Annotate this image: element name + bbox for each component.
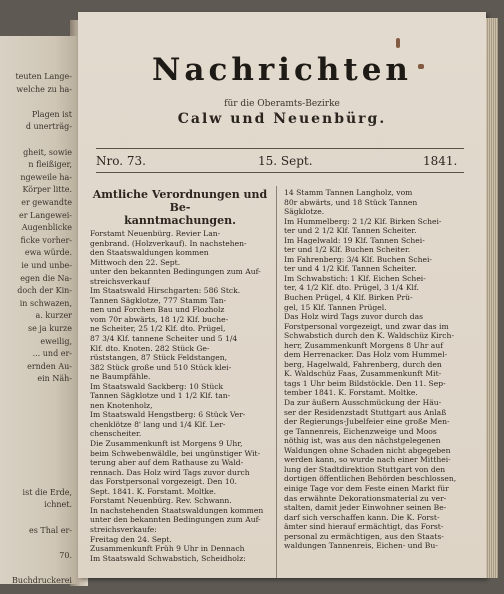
text-line: Im Schwabstich: 1 Klf. Eichen Schei- bbox=[284, 273, 426, 283]
text-line: chenklötze 8' lang und 1/4 Klf. Ler- bbox=[90, 419, 226, 429]
text-line: ne Scheiter, 25 1/2 Klf. dto. Prügel, bbox=[90, 324, 226, 334]
left-page-line: egen die Na- bbox=[20, 273, 72, 283]
text-line: Sept. 1841. K. Forstamt. Moltke. bbox=[90, 486, 217, 496]
text-line: dem Herrenacker. Das Holz vom Hummel- bbox=[284, 350, 448, 360]
left-page-line: er Langewei- bbox=[18, 210, 72, 220]
text-line: Mittwoch den 22. Sept. bbox=[90, 257, 181, 267]
page-title: Nachrichten bbox=[152, 52, 412, 88]
text-line: darf sich verschaffen kann. Die K. Forst- bbox=[284, 512, 440, 522]
text-line: ämter sind hierauf ermächtigt, das Forst- bbox=[284, 522, 444, 532]
left-page-line: ein Näh- bbox=[37, 374, 72, 384]
left-page-line: d unerträg- bbox=[25, 122, 72, 132]
text-line: personal zu ermächtigen, aus den Staats- bbox=[284, 531, 444, 541]
text-line: nen und Forchen Bau und Flozholz bbox=[90, 305, 225, 315]
text-line: einige Tage vor dem Feste einen Markt für bbox=[284, 483, 449, 493]
text-line: ter und 4 1/2 Klf. Tannen Scheiter. bbox=[284, 264, 417, 274]
left-page-line: Augenblicke bbox=[21, 223, 72, 233]
left-page-line: n fleißiger, bbox=[28, 160, 72, 170]
left-page-line: eweilig, bbox=[40, 336, 72, 346]
text-line: beim Schwebenwäldle, bei ungünstiger Wit- bbox=[90, 448, 261, 458]
left-page-line: a. kurzer bbox=[35, 311, 72, 321]
left-page-line: ficke vorher- bbox=[20, 235, 72, 245]
text-line: ter, 4 1/2 Klf. dto. Prügel, 3 1/4 Klf. bbox=[284, 283, 419, 293]
text-line: ne Baumpfähle. bbox=[90, 372, 151, 382]
text-line: Im Staatswald Schwabstich, Scheidholz: bbox=[90, 553, 246, 563]
text-line: Klf. dto. Knoten. 282 Stück Ge- bbox=[90, 343, 210, 353]
text-line: ge Tannenreis, Eichenzweige und Moos bbox=[284, 426, 437, 436]
left-page-line: se ja kurze bbox=[28, 324, 72, 333]
left-page-line: Plagen ist bbox=[31, 109, 72, 119]
left-page-line: gheit, sowie bbox=[23, 147, 72, 157]
text-line: Da zur äußern Ausschmückung der Häu- bbox=[284, 398, 442, 408]
text-line: Tannen Sägklotze, 777 Stamm Tan- bbox=[90, 295, 227, 305]
text-line: Im Hagelwald: 19 Klf. Tannen Schei- bbox=[284, 235, 425, 245]
left-page-line: welche zu ha- bbox=[16, 84, 72, 94]
text-line: stalten, damit jeder Einwohner seinen Be- bbox=[284, 503, 447, 513]
text-line: Im Staatswald Hengstberg: 6 Stück Ver- bbox=[90, 410, 246, 420]
text-line: tags 1 Uhr beim Bildstöckle. Den 11. Sep- bbox=[284, 378, 446, 388]
ink-stain bbox=[418, 64, 424, 69]
district-names: Calw und Neuenbürg. bbox=[177, 111, 387, 127]
text-line: rennach. Das Holz wird Tags zuvor durch bbox=[90, 467, 250, 477]
text-line: das Forstpersonal vorgezeigt. Den 10. bbox=[90, 477, 237, 487]
left-page-line: ngeweile ha- bbox=[20, 172, 72, 182]
text-line: Zusammenkunft Früh 9 Uhr in Dennach bbox=[90, 544, 245, 554]
left-page-line: ichnet. bbox=[44, 500, 72, 510]
left-page-line: ie und unbe- bbox=[21, 261, 72, 270]
text-line: Tannen Sägklotze und 1 1/2 Klf. tan- bbox=[90, 391, 231, 401]
text-line: ter und 2 1/2 Klf. Tannen Scheiter. bbox=[284, 226, 417, 236]
section-heading-line: kanntmachungen. bbox=[124, 214, 236, 227]
text-line: Freitag den 24. Sept. bbox=[90, 534, 172, 544]
text-line: chenscheiter. bbox=[90, 429, 142, 439]
text-line: Sägklotze. bbox=[284, 207, 325, 217]
left-page-line: es Thal er- bbox=[28, 525, 72, 535]
issue-year: 1841. bbox=[423, 154, 458, 168]
text-line: nen Knotenholz, bbox=[90, 400, 153, 410]
text-line: unter den bekannten Bedingungen zum Auf- bbox=[90, 515, 261, 525]
text-line: rüststangen, 87 Stück Feldstangen, bbox=[90, 353, 228, 363]
text-line: den Staatswaldungen kommen bbox=[90, 248, 209, 258]
left-column bbox=[90, 188, 270, 563]
text-line: unter den bekannten Bedingungen zum Auf- bbox=[90, 267, 261, 277]
text-line: ser der Residenzstadt Stuttgart aus Anlaß bbox=[284, 407, 447, 417]
left-page-line: ernden Au- bbox=[27, 361, 72, 371]
text-line: terung aber auf dem Rathause zu Wald- bbox=[90, 458, 244, 468]
text-line: K. Waldschüz Faas, Zusammenkunft Mit- bbox=[284, 369, 442, 379]
text-line: Das Holz wird Tags zuvor durch das bbox=[284, 312, 423, 322]
text-line: Waldungen ohne Schaden nicht abgegeben bbox=[284, 445, 451, 455]
left-page-fragment bbox=[0, 36, 78, 584]
ink-stain bbox=[396, 38, 400, 48]
text-line: berg, Hagelwald, Fahrenberg, durch den bbox=[284, 359, 442, 369]
text-line: das erwähnte Dekorationsmaterial zu ver- bbox=[284, 493, 447, 503]
text-line: In nachstehenden Staatswaldungen kommen bbox=[90, 505, 264, 515]
page-edges bbox=[486, 18, 498, 578]
text-line: Im Staatswald Hirschgarten: 586 Stck. bbox=[90, 286, 241, 296]
section-heading-line: Amtliche Verordnungen und Be- bbox=[92, 188, 268, 214]
text-line: Schwabstich durch den K. Waldschüz Kirch- bbox=[284, 331, 455, 341]
column-divider bbox=[276, 186, 277, 578]
left-page-line: ewa würde. bbox=[24, 248, 72, 258]
text-line: lung der Stadtdirektion Stuttgart von den bbox=[284, 464, 446, 474]
text-line: nöthig ist, was aus den nächstgelegenen bbox=[284, 436, 441, 446]
text-line: dortigen öffentlichen Behörden beschlossen, bbox=[284, 474, 457, 484]
left-page-line: Körper litte. bbox=[22, 185, 72, 195]
section-heading bbox=[90, 188, 270, 227]
left-page-line: Buchdruckerei bbox=[12, 576, 72, 584]
masthead-rule-top bbox=[96, 148, 464, 149]
text-line: streichsverkauf bbox=[90, 276, 150, 286]
text-line: werden kann, so wurde nach einer Mitthei- bbox=[284, 455, 451, 465]
text-line: der Regierungs-Jubelfeier eine große Men- bbox=[284, 417, 450, 427]
page-subtitle: für die Oberamts-Bezirke bbox=[224, 99, 340, 109]
text-line: 87 3/4 Klf. tannene Scheiter und 5 1/4 bbox=[90, 334, 238, 344]
masthead-rule-bottom bbox=[96, 172, 464, 173]
text-line: tember 1841. K. Forstamt. Moltke. bbox=[284, 388, 418, 398]
text-line: 382 Stück große und 510 Stück klei- bbox=[90, 362, 232, 372]
left-page-line: ist die Erde, bbox=[22, 487, 72, 497]
text-line: Forstamt Neuenbürg. Revier Lan- bbox=[90, 229, 221, 238]
text-line: Im Hummelberg: 2 1/2 Klf. Birken Schei- bbox=[284, 216, 442, 226]
text-line: ter und 1/2 Klf. Buchen Scheiter. bbox=[284, 245, 411, 255]
text-line: Die Zusammenkunft ist Morgens 9 Uhr, bbox=[90, 439, 243, 449]
right-column bbox=[284, 188, 462, 551]
text-line: 14 Stamm Tannen Langholz, vom bbox=[284, 188, 413, 197]
left-page-line: 70. bbox=[59, 550, 72, 560]
left-page-line: teuten Lange- bbox=[15, 72, 72, 81]
text-line: Forstpersonal vorgezeigt, und zwar das im bbox=[284, 321, 449, 331]
left-page-line: ... und er- bbox=[32, 349, 72, 359]
text-line: Im Fahrenberg: 3/4 Klf. Buchen Schei- bbox=[284, 254, 432, 264]
left-page-line: doch der Kin- bbox=[17, 286, 72, 296]
issue-date: 15. Sept. bbox=[258, 154, 313, 168]
text-line: 80r abwärts, und 18 Stück Tannen bbox=[284, 197, 418, 207]
text-line: streichsverkaufe: bbox=[90, 524, 157, 534]
text-line: herr, Zusammenkunft Morgens 8 Uhr auf bbox=[284, 340, 444, 350]
issue-number: Nro. 73. bbox=[96, 154, 146, 168]
text-line: gel, 15 Klf. Tannen Prügel. bbox=[284, 302, 387, 312]
left-page-line: in schwazen, bbox=[19, 298, 72, 308]
text-line: Forstamt Neuenbürg. Rev. Schwann. bbox=[90, 496, 232, 506]
newspaper-page bbox=[78, 12, 486, 578]
text-line: genbrand. (Holzverkauf). In nachstehen- bbox=[90, 238, 247, 248]
text-line: waldungen Tannenreis, Eichen- und Bu- bbox=[284, 541, 438, 551]
text-line: Im Staatswald Sackberg: 10 Stück bbox=[90, 381, 224, 391]
text-line: vom 70r abwärts, 18 1/2 Klf. buche- bbox=[90, 314, 229, 324]
left-page-line: er gewandte bbox=[21, 198, 72, 207]
text-line: Buchen Prügel, 4 Klf. Birken Prü- bbox=[284, 293, 413, 303]
